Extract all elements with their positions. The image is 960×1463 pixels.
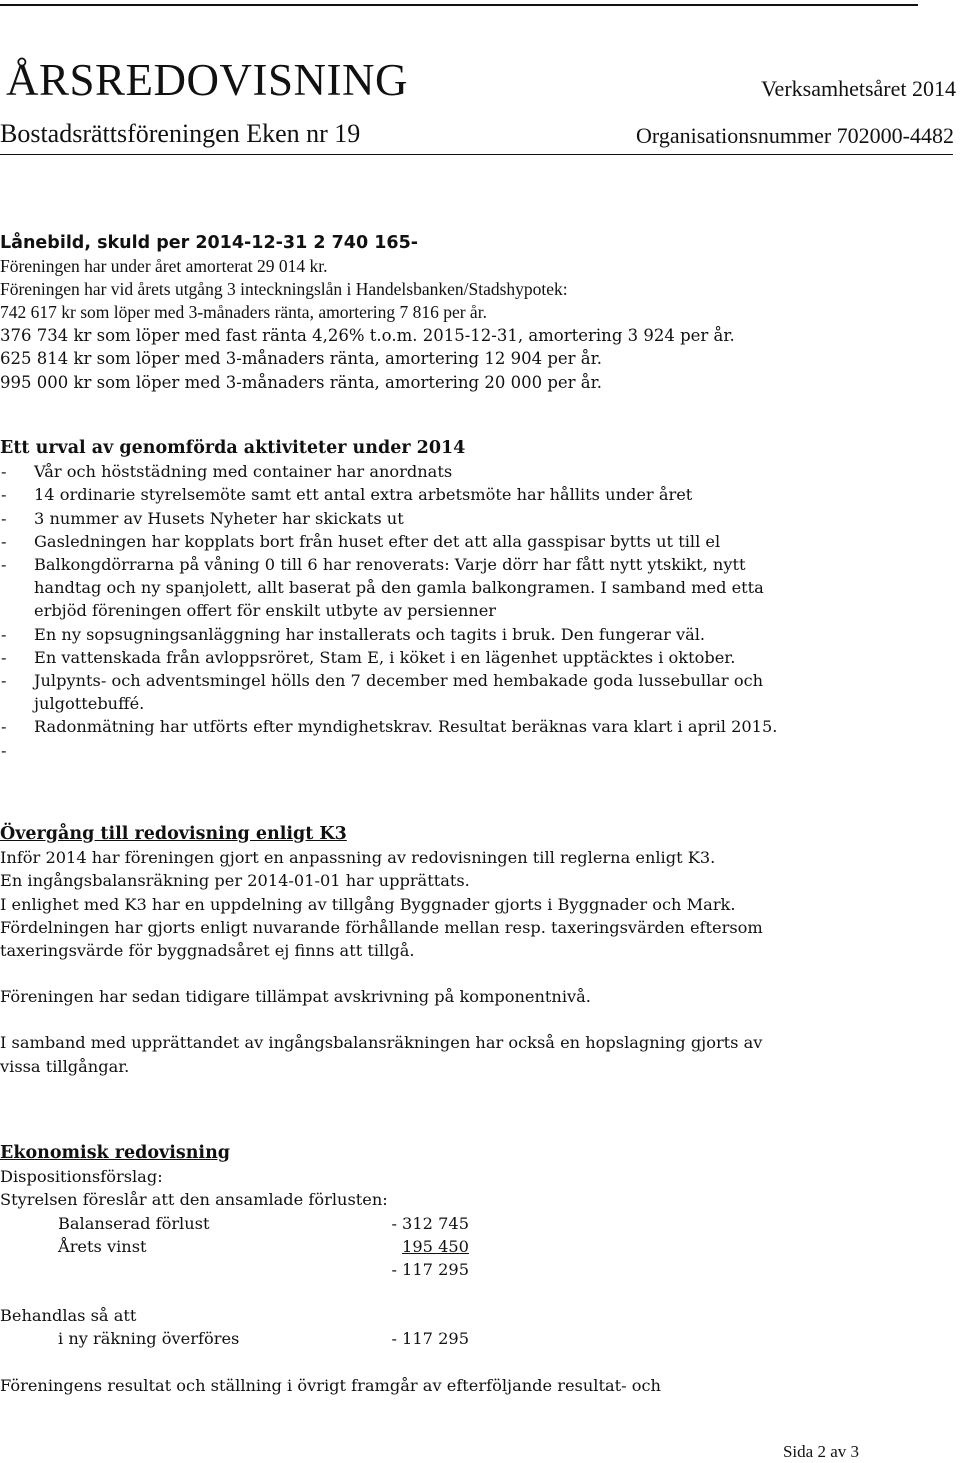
loan-line: 995 000 kr som löper med 3-månaders ränta, amortering 20 000 per år. [0,372,602,392]
disposition-value: - 312 745 [391,1213,469,1233]
loan-line: 376 734 kr som löper med fast ränta 4,26% t.o.m. 2015-12-31, amortering 3 924 per år. [0,326,735,346]
activity-item [0,553,958,576]
bullet-dash: - [1,485,7,505]
k3-paragraph-line: vissa tillgångar. [0,1056,130,1076]
treatment-value: - 117 295 [391,1329,469,1349]
bullet-dash [0,692,34,715]
loan-heading: Lånebild, skuld per 2014-12-31 2 740 165- [0,233,419,253]
bullet-dash: - [1,624,7,644]
activities-section [0,437,958,762]
organization-number: Organisationsnummer 702000-4482 [636,123,954,148]
k3-heading: Övergång till redovisning enligt K3 [0,824,347,844]
activity-list [0,460,958,762]
activity-text: julgottebuffé. [34,694,145,714]
k3-paragraph-line: I samband med upprättandet av ingångsbalansräkningen har också en hopslagning gjorts av [0,1033,763,1053]
bullet-dash [0,576,34,599]
activity-text: En ny sopsugningsanläggning har installerats och tagits i bruk. Den fungerar väl. [34,624,706,644]
loan-line: 625 814 kr som löper med 3-månaders ränta, amortering 12 904 per år. [0,349,602,369]
bullet-dash [0,599,34,622]
loan-line: 742 617 kr som löper med 3-månaders ränta, amortering 7 816 per år. [0,302,487,323]
k3-paragraph-line: Inför 2014 har föreningen gjort en anpassning av redovisningen till reglerna enligt K3. [0,848,716,868]
fiscal-year: Verksamhetsåret 2014 [761,76,956,101]
activity-text: erbjöd föreningen offert för enskilt utbyte av persienner [34,601,497,621]
disposition-total-row [0,1258,958,1281]
bullet-dash: - [1,462,7,482]
disposition-intro: Styrelsen föreslår att den ansamlade förlusten: [0,1190,388,1210]
activity-item-continuation [0,599,958,622]
bullet-dash: - [1,671,7,691]
k3-paragraph-line: En ingångsbalansräkning per 2014-01-01 har upprättats. [0,871,470,891]
loan-line: Föreningen har under året amorterat 29 014 kr. [0,256,328,277]
k3-paragraph-line: Fördelningen har gjorts enligt nuvarande förhållande mellan resp. taxeringsvärden eftersom [0,917,763,937]
disposition-row [0,1235,958,1258]
activity-text: Radonmätning har utförts efter myndighetskrav. Resultat beräknas vara klart i april 2015. [34,717,778,737]
activity-item [0,646,958,669]
activity-item [0,483,958,506]
activity-item [0,715,958,738]
bullet-dash: - [1,740,7,760]
top-rule [0,4,918,6]
page-number: Sida 2 av 3 [782,1442,859,1461]
document-title: ÅRSREDOVISNING [6,55,409,105]
disposition-label: Årets vinst [58,1236,147,1256]
disposition-label: Balanserad förlust [58,1213,210,1233]
bullet-dash: - [1,555,7,575]
activity-text: Gasledningen har kopplats bort från huset efter det att alla gasspisar bytts ut till el [34,531,721,551]
treatment-heading: Behandlas så att [0,1306,137,1326]
k3-section [0,823,958,1078]
header-rule [0,154,953,155]
disposition-row [0,1212,958,1235]
activity-text: handtag och ny spanjolett, allt baserat på den gamla balkongramen. I samband med etta [34,578,764,598]
activity-item [0,739,958,762]
activities-heading: Ett urval av genomförda aktiviteter under 2014 [0,438,466,458]
economy-heading: Ekonomisk redovisning [0,1143,231,1163]
activity-text [34,739,958,762]
disposition-subheading: Dispositionsförslag: [0,1167,163,1187]
treatment-row [0,1327,958,1350]
bullet-dash: - [1,647,7,667]
activity-text: Julpynts- och adventsmingel hölls den 7 december med hembakade goda lussebullar och [34,671,764,691]
bullet-dash: - [1,717,7,737]
disposition-total: - 117 295 [391,1259,469,1279]
activity-text: Balkongdörrarna på våning 0 till 6 har renoverats: Varje dörr har fått nytt ytskikt, nytt [34,555,746,575]
loan-line: Föreningen har vid årets utgång 3 inteckningslån i Handelsbanken/Stadshypotek: [0,279,568,300]
activity-item [0,507,958,530]
activity-item [0,530,958,553]
treatment-label: i ny räkning överföres [58,1329,240,1349]
activity-item [0,669,958,692]
disposition-value: 195 450 [402,1236,469,1256]
activity-text: Vår och höststädning med container har anordnats [34,462,453,482]
activity-text: 14 ordinarie styrelsemöte samt ett antal extra arbetsmöte har hållits under året [34,485,693,505]
activity-text: En vattenskada från avloppsröret, Stam E, i köket i en lägenhet upptäcktes i oktober. [34,647,736,667]
activity-item [0,623,958,646]
loan-section [0,232,958,394]
activity-text: 3 nummer av Husets Nyheter har skickats ut [34,508,404,528]
activity-item-continuation [0,576,958,599]
k3-paragraph-line: taxeringsvärde för byggnadsåret ej finns att tillgå. [0,941,415,961]
closing-text: Föreningens resultat och ställning i övrigt framgår av efterföljande resultat- och [0,1375,661,1395]
economy-section [0,1142,958,1397]
k3-paragraph-line: I enlighet med K3 har en uppdelning av tillgång Byggnader gjorts i Byggnader och Mark. [0,894,736,914]
bullet-dash: - [1,508,7,528]
activity-item [0,460,958,483]
bullet-dash: - [1,531,7,551]
activity-item-continuation [0,692,958,715]
k3-component-note: Föreningen har sedan tidigare tillämpat avskrivning på komponentnivå. [0,987,591,1007]
organization-name: Bostadsrättsföreningen Eken nr 19 [0,119,361,148]
